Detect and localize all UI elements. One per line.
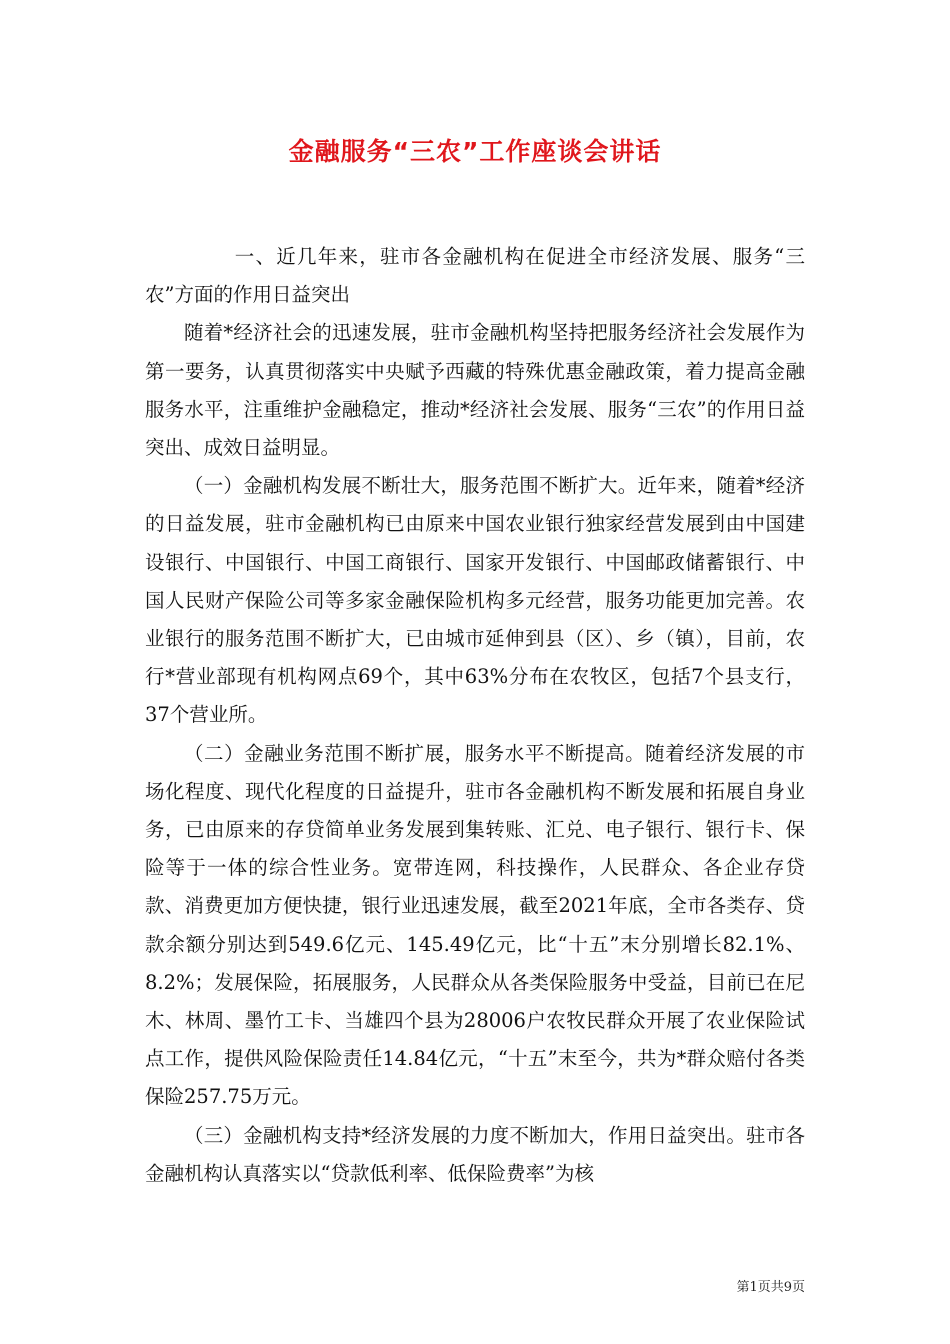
document-body [145, 238, 805, 1193]
paragraph: （二）金融业务范围不断扩展，服务水平不断提高。随着经济发展的市场化程度、现代化程度的日益提升，驻市各金融机构不断发展和拓展自身业务，已由原来的存贷简单业务发展到集转账、汇兑、电子银行、银行卡、保险等于一体的综合性业务。宽带连网，科技操作，人民群众、各企业存贷款、消费更加方便快捷，银行业迅速发展，截至2021年底，全市各类存、贷款余额分别达到549.6亿元、145.49亿元，比“十五”末分别增长82.1%、8.2%；发展保险，拓展服务，人民群众从各类保险服务中受益，目前已在尼木、林周、墨竹工卡、当雄四个县为28006户农牧民群众开展了农业保险试点工作，提供风险保险责任14.84亿元，“十五”末至今，共为*群众赔付各类保险257.75万元。 [145, 741, 805, 1109]
section-heading: 一、近几年来，驻市各金融机构在促进全市经济发展、服务“三农”方面的作用日益突出 [145, 245, 805, 307]
paragraph: （三）金融机构支持*经济发展的力度不断加大，作用日益突出。驻市各金融机构认真落实以“贷款低利率、低保险费率”为核 [145, 1123, 805, 1185]
paragraph: （一）金融机构发展不断壮大，服务范围不断扩大。近年来，随着*经济的日益发展，驻市金融机构已由原来中国农业银行独家经营发展到由中国建设银行、中国银行、中国工商银行、国家开发银行、中国邮政储蓄银行、中国人民财产保险公司等多家金融保险机构多元经营，服务功能更加完善。农业银行的服务范围不断扩大，已由城市延伸到县（区）、乡（镇），目前，农行*营业部现有机构网点69个，其中63%分布在农牧区，包括7个县支行，37个营业所。 [145, 474, 805, 727]
page-number: 第1页共9页 [736, 1280, 805, 1295]
paragraph: 随着*经济社会的迅速发展，驻市金融机构坚持把服务经济社会发展作为第一要务，认真贯彻落实中央赋予西藏的特殊优惠金融政策，着力提高金融服务水平，注重维护金融稳定，推动*经济社会发展、服务“三农”的作用日益突出、成效日益明显。 [145, 321, 805, 460]
document-title: 金融服务“三农”工作座谈会讲话 [288, 137, 662, 166]
